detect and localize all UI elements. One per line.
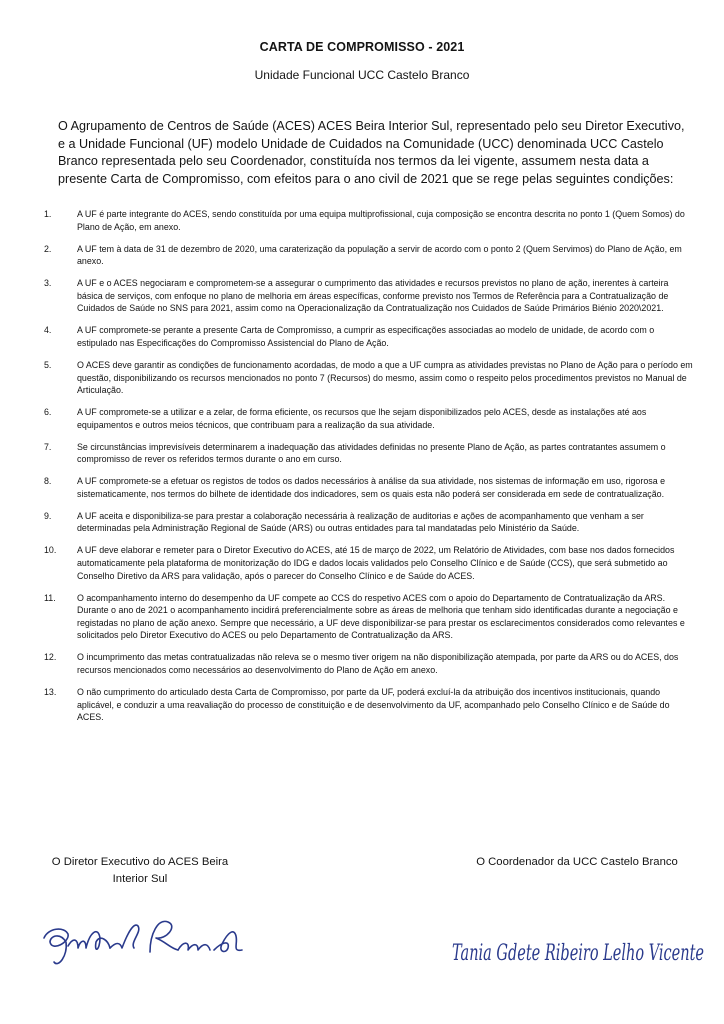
document-subtitle: Unidade Funcional UCC Castelo Branco: [254, 68, 470, 82]
condition-item: [44, 441, 694, 466]
conditions-list: [44, 208, 694, 733]
condition-number: 6.: [44, 407, 52, 418]
document-title: CARTA DE COMPROMISSO - 2021: [259, 40, 465, 54]
condition-item: [44, 359, 694, 397]
right-signature-image: [446, 926, 712, 976]
condition-text: A UF tem à data de 31 de dezembro de 2020, uma caraterização da população a servir de acordo com o ponto 2 (Quem Servimos) do Plano de Ação, em anexo.: [77, 243, 682, 267]
condition-number: 7.: [44, 441, 52, 452]
condition-item: [44, 686, 694, 724]
condition-item: [44, 208, 694, 233]
condition-item: [44, 324, 694, 349]
condition-item: [44, 592, 694, 642]
condition-text: O não cumprimento do articulado desta Carta de Compromisso, por parte da UF, poderá excluí-la da atribuição dos incentivos institucionais, quando aplicável, e conduzir a uma reavaliação do processo de constituição e de desenvolvimento da UF, acompanhado pelo Conselho Clínico e de Saúde do ACES.: [77, 686, 670, 723]
condition-number: 8.: [44, 476, 52, 487]
condition-text: O ACES deve garantir as condições de funcionamento acordadas, de modo a que a UF cumpra as atividades previstas no Plano de Ação para o período em questão, disponibilizando os recursos mencionados no ponto 7 (Recursos) do mesmo, assim como o respeito pelos procedimentos previstos no Manual de Articulação.: [77, 359, 693, 396]
condition-item: [44, 651, 694, 676]
condition-text: A UF compromete-se a efetuar os registos de todos os dados necessários à análise da sua atividade, nos sistemas de informação em uso, rigorosa e sistematicamente, nos termos do bilhete de identidade dos indicadores, sem os quais esta não poderá ser considerada em sede de contratualização.: [77, 476, 666, 499]
condition-text: Se circunstâncias imprevisíveis determinarem a inadequação das atividades definidas no presente Plano de Ação, as partes contratantes assumem o compromisso de rever os referidos termos durante o ano em curso.: [77, 441, 666, 465]
left-signatory-role: O Diretor Executivo do ACES Beira Interior Sul: [51, 856, 229, 885]
condition-text: O incumprimento das metas contratualizadas não releva se o mesmo tiver origem na não disponibilização atempada, por parte da ARS ou do ACES, dos recursos mencionados como necessários ao desenvolvimento do Plano de Ação em anexo.: [77, 652, 679, 675]
condition-text: A UF e o ACES negociaram e comprometem-se a assegurar o cumprimento das atividades e recursos previstos no plano de ação, inerentes à carteira básica de serviços, com enfoque no plano de melhoria em áreas específicas, conforme previsto nos Termos de Referência para a Contratualização de Cuidados de Saúde no SNS para 2021, assim como na Operacionalização da Contratualização nos Cuidados de Saúde Primários Biénio 2020\2021.: [77, 278, 669, 314]
condition-number: 2.: [44, 243, 52, 254]
right-signature-handwriting: Tania Gdete Ribeiro Lelho Vicente: [452, 941, 704, 966]
condition-item: [44, 277, 694, 315]
intro-paragraph: O Agrupamento de Centros de Saúde (ACES) ACES Beira Interior Sul, representado pelo seu Diretor Executivo, e a Unidade Funcional (UF) modelo Unidade de Cuidados na Comunidade (UCC) denominada UCC Castelo Branco representada pelo seu Coordenador, constituída nos termos da lei vigente, assumem nesta data a presente Carta de Compromisso, com efeitos para o ano civil de 2021 que se rege pelas seguintes condições:: [58, 119, 685, 186]
condition-number: 3.: [44, 278, 52, 289]
condition-item: [44, 243, 694, 268]
right-signatory-role: O Coordenador da UCC Castelo Branco: [476, 856, 678, 868]
condition-text: A UF compromete-se perante a presente Carta de Compromisso, a cumprir as especificações associadas ao modelo de unidade, de acordo com o estipulado nas Especificações do Compromisso Assistencial do Plano de Ação.: [77, 325, 655, 348]
left-signature-image: [38, 912, 248, 972]
condition-number: 11.: [44, 592, 56, 603]
condition-text: A UF compromete-se a utilizar e a zelar, de forma eficiente, os recursos que lhe sejam disponibilizados pelo ACES, desde as instalações até aos equipamentos e outros meios técnicos, que contribuam para a realização da sua atividade.: [77, 407, 647, 430]
condition-text: A UF aceita e disponibiliza-se para prestar a colaboração necessária à realização de auditorias e ações de acompanhamento que venham a ser determinadas pela Administração Regional de Saúde (ARS) ou outras entidades para tal mandatadas pelo Ministério da Saúde.: [77, 510, 644, 534]
condition-number: 9.: [44, 510, 52, 521]
condition-number: 4.: [44, 325, 52, 336]
condition-item: [44, 510, 694, 535]
condition-text: A UF deve elaborar e remeter para o Diretor Executivo do ACES, até 15 de março de 2022, um Relatório de Atividades, com base nos dados fornecidos automaticamente pela plataforma de monitorização do IDG e dados locais validados pelo Conselho Clínico e de Saúde (CCS), que será submetido ao Conselho Diretivo da ARS para validação, após o parecer do Conselho Clínico e de Saúde do ACES.: [77, 545, 675, 581]
condition-text: A UF é parte integrante do ACES, sendo constituída por uma equipa multiprofissional, cuja composição se encontra descrita no ponto 1 (Quem Somos) do Plano de Ação, em anexo.: [77, 209, 685, 232]
condition-number: 12.: [44, 652, 57, 663]
condition-item: [44, 406, 694, 431]
condition-item: [44, 544, 694, 582]
condition-number: 5.: [44, 359, 52, 370]
condition-number: 10.: [44, 545, 57, 556]
condition-text: O acompanhamento interno do desempenho da UF compete ao CCS do respetivo ACES com o apoio do Departamento de Contratualização da ARS. Durante o ano de 2021 o acompanhamento incidirá preferencialmente sobre as áreas de melhoria que tenham sido identificadas durante a negociação e registadas no plano de ação anexo. Sempre que necessário, a UF deve disponibilizar-se para prestar os esclarecimentos considerados como relevantes e solicitados pelo Diretor Executivo do ACES ou pelo Departamento de Contratualização da ARS.: [77, 592, 685, 641]
condition-number: 1.: [44, 209, 52, 219]
condition-number: 13.: [44, 686, 57, 697]
condition-item: [44, 475, 694, 500]
